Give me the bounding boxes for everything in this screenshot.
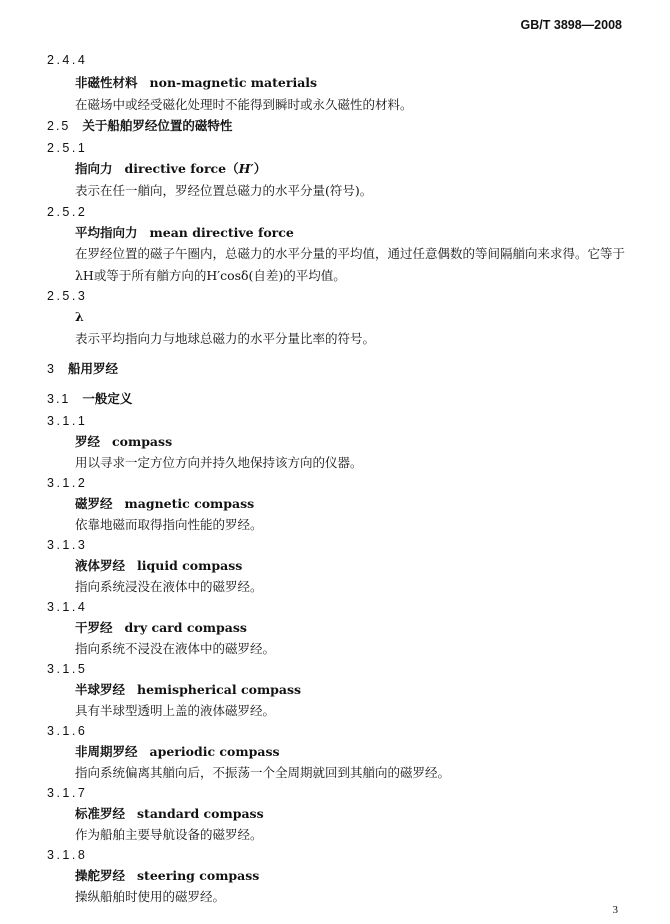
clause-number: 2.5.3 [47, 289, 88, 303]
term-heading [75, 744, 280, 760]
term-en-end: ） [253, 161, 267, 176]
term-en: hemispherical compass [137, 682, 302, 697]
term-en: mean directive force [149, 225, 294, 240]
standard-code: GB/T 3898—2008 [520, 18, 622, 32]
definition: 指向系统浸没在液体中的磁罗经。 [75, 579, 263, 594]
term-en: standard compass [137, 806, 264, 821]
clause-number: 2.4.4 [47, 53, 88, 67]
clause-number: 3.1.5 [47, 662, 88, 676]
term-zh: 操舵罗经 [75, 868, 126, 883]
term-heading [75, 682, 301, 698]
definition: 用以寻求一定方位方向并持久地保持该方向的仪器。 [75, 455, 363, 470]
term-zh: 非磁性材料 [75, 75, 138, 90]
section-title: 一般定义 [82, 391, 133, 406]
term-zh: 非周期罗经 [75, 744, 138, 759]
clause-number: 3.1.1 [47, 414, 88, 428]
term-heading [75, 496, 254, 512]
clause-number: 3.1.2 [47, 476, 88, 490]
section-number: 2.5 [47, 119, 71, 133]
term-en: magnetic compass [124, 496, 255, 511]
section-number: 3 [47, 362, 56, 376]
term-heading [75, 868, 259, 884]
definition: 依靠地磁而取得指向性能的罗经。 [75, 517, 263, 532]
term-zh: 平均指向力 [75, 225, 138, 240]
definition: 表示在任一艏向，罗经位置总磁力的水平分量(符号)。 [75, 183, 373, 198]
term-heading [75, 225, 294, 241]
definition: 作为船舶主要导航设备的磁罗经。 [75, 827, 263, 842]
term-heading [75, 806, 264, 822]
term-en: dry card compass [124, 620, 247, 635]
term-zh: 干罗经 [75, 620, 113, 635]
term-zh: 液体罗经 [75, 558, 126, 573]
term-heading [75, 75, 317, 91]
term-en: aperiodic compass [149, 744, 280, 759]
term-heading [75, 161, 266, 177]
clause-number: 2.5.1 [47, 141, 88, 155]
term-zh: 罗经 [75, 434, 101, 449]
section-title: 船用罗经 [67, 361, 118, 376]
definition: 表示平均指向力与地球总磁力的水平分量比率的符号。 [75, 331, 376, 346]
section-title: 关于船舶罗经位置的磁特性 [82, 118, 233, 133]
term-en: liquid compass [137, 558, 243, 573]
term-en: non-magnetic materials [149, 75, 318, 90]
definition: 具有半球型透明上盖的液体磁罗经。 [75, 703, 276, 718]
section-number: 3.1 [47, 392, 71, 406]
term-zh: 磁罗经 [75, 496, 113, 511]
definition: 指向系统偏离其艏向后，不振荡一个全周期就回到其艏向的磁罗经。 [75, 765, 451, 780]
term-heading [75, 434, 172, 450]
clause-number: 3.1.6 [47, 724, 88, 738]
section-heading [47, 391, 132, 407]
term-zh: 半球罗经 [75, 682, 126, 697]
term-heading [75, 620, 247, 636]
clause-number: 3.1.3 [47, 538, 88, 552]
term-symbol: λ [75, 309, 84, 324]
term-zh: 标准罗经 [75, 806, 126, 821]
clause-number: 2.5.2 [47, 205, 88, 219]
clause-number: 3.1.7 [47, 786, 88, 800]
section-heading [47, 361, 118, 377]
definition: 在罗经位置的磁子午圈内，总磁力的水平分量的平均值，通过任意偶数的等间隔艏向来求得。它等于λH或等于所有艏方向的H′cosδ(自差)的平均值。 [75, 246, 626, 283]
term-en: directive force（ [124, 161, 239, 176]
term-en: compass [112, 434, 173, 449]
clause-number: 3.1.8 [47, 848, 88, 862]
term-zh: 指向力 [75, 161, 113, 176]
definition: 操纵船舶时使用的磁罗经。 [75, 889, 226, 904]
section-heading [47, 118, 232, 134]
definition: 指向系统不浸没在液体中的磁罗经。 [75, 641, 276, 656]
term-symbol: H′ [238, 161, 254, 176]
term-heading [75, 558, 242, 574]
clause-number: 3.1.4 [47, 600, 88, 614]
page-number: 3 [612, 904, 618, 916]
definition: 在磁场中或经受磁化处理时不能得到瞬时或永久磁性的材料。 [75, 97, 413, 112]
term-en: steering compass [137, 868, 260, 883]
